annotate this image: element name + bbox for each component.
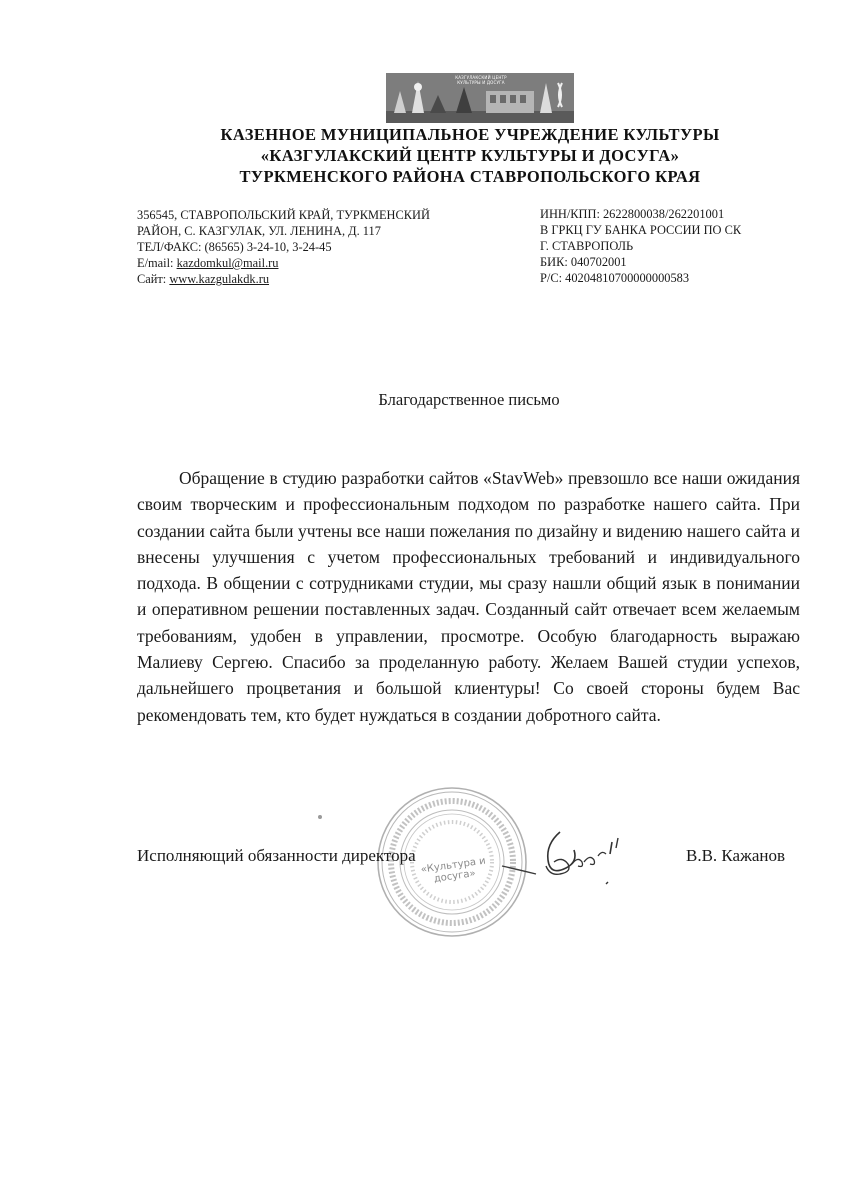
letter-body: Обращение в студию разработки сайтов «StavWeb» превзошло все наши ожидания своим творческим и профессиональным подходом по разработке нашего сайта. При создании сайта были учтены все наши пожелания по дизайну и видению нашего сайта и внесены улучшения с учетом профессиональных требований и индивидуального подхода. В общении с сотрудниками студии, мы сразу нашли общий язык в понимании и оперативном решении поставленных задач. Созданный сайт отвечает всем желаемым требованиям, удобен в управлении, просмотре. Особую благодарность выражаю Малиеву Сергею. Спасибо за проделанную работу. Желаем Вашей студии успехов, дальнейшего процветания и большой клиентуры! Со своей стороны будем Вас рекомендовать тем, кто будет нуждаться в создании добротного сайта. [137, 468, 800, 725]
stamp-center-text: «Культура и досуга» [420, 855, 487, 885]
email-row [137, 255, 507, 271]
bik: БИК: 040702001 [540, 255, 627, 269]
inn-kpp: ИНН/КПП: 2622800038/262201001 [540, 207, 725, 221]
signer-role: Исполняющий обязанности директора [137, 846, 416, 865]
letter-title: Благодарственное письмо [378, 390, 560, 409]
bank-line-2: Г. СТАВРОПОЛЬ [540, 239, 634, 253]
org-name-line-2: «КАЗГУЛАКСКИЙ ЦЕНТР КУЛЬТУРЫ И ДОСУГА» [260, 146, 680, 165]
org-name-line-3: ТУРКМЕНСКОГО РАЙОНА СТАВРОПОЛЬСКОГО КРАЯ [239, 167, 701, 186]
site-link[interactable]: www.kazgulakdk.ru [169, 272, 270, 286]
organization-logo [386, 73, 574, 123]
email-label: E/mail: [137, 256, 177, 270]
handwritten-signature-icon [498, 820, 638, 890]
bank-line-1: В ГРКЦ ГУ БАНКА РОССИИ ПО СК [540, 223, 742, 237]
site-label: Сайт: [137, 272, 170, 286]
logo-caption: КАЗГУЛАКСКИЙ ЦЕНТР КУЛЬТУРЫ И ДОСУГА [455, 75, 507, 85]
address-line-1: 356545, СТАВРОПОЛЬСКИЙ КРАЙ, ТУРКМЕНСКИЙ [137, 208, 430, 222]
account-number: Р/С: 40204810700000000583 [540, 271, 690, 285]
site-row [137, 271, 507, 287]
email-link[interactable]: kazdomkul@mail.ru [176, 256, 279, 270]
address-line-2: РАЙОН, С. КАЗГУЛАК, УЛ. ЛЕНИНА, Д. 117 [137, 224, 381, 238]
contact-block [137, 207, 507, 287]
bank-details-block [540, 206, 810, 286]
phone-fax: ТЕЛ/ФАКС: (86565) 3-24-10, 3-24-45 [137, 240, 332, 254]
org-name-line-1: КАЗЕННОЕ МУНИЦИПАЛЬНОЕ УЧРЕЖДЕНИЕ КУЛЬТУРЫ [220, 125, 720, 144]
signer-name: В.В. Кажанов [686, 846, 786, 865]
scan-speck [318, 815, 322, 819]
